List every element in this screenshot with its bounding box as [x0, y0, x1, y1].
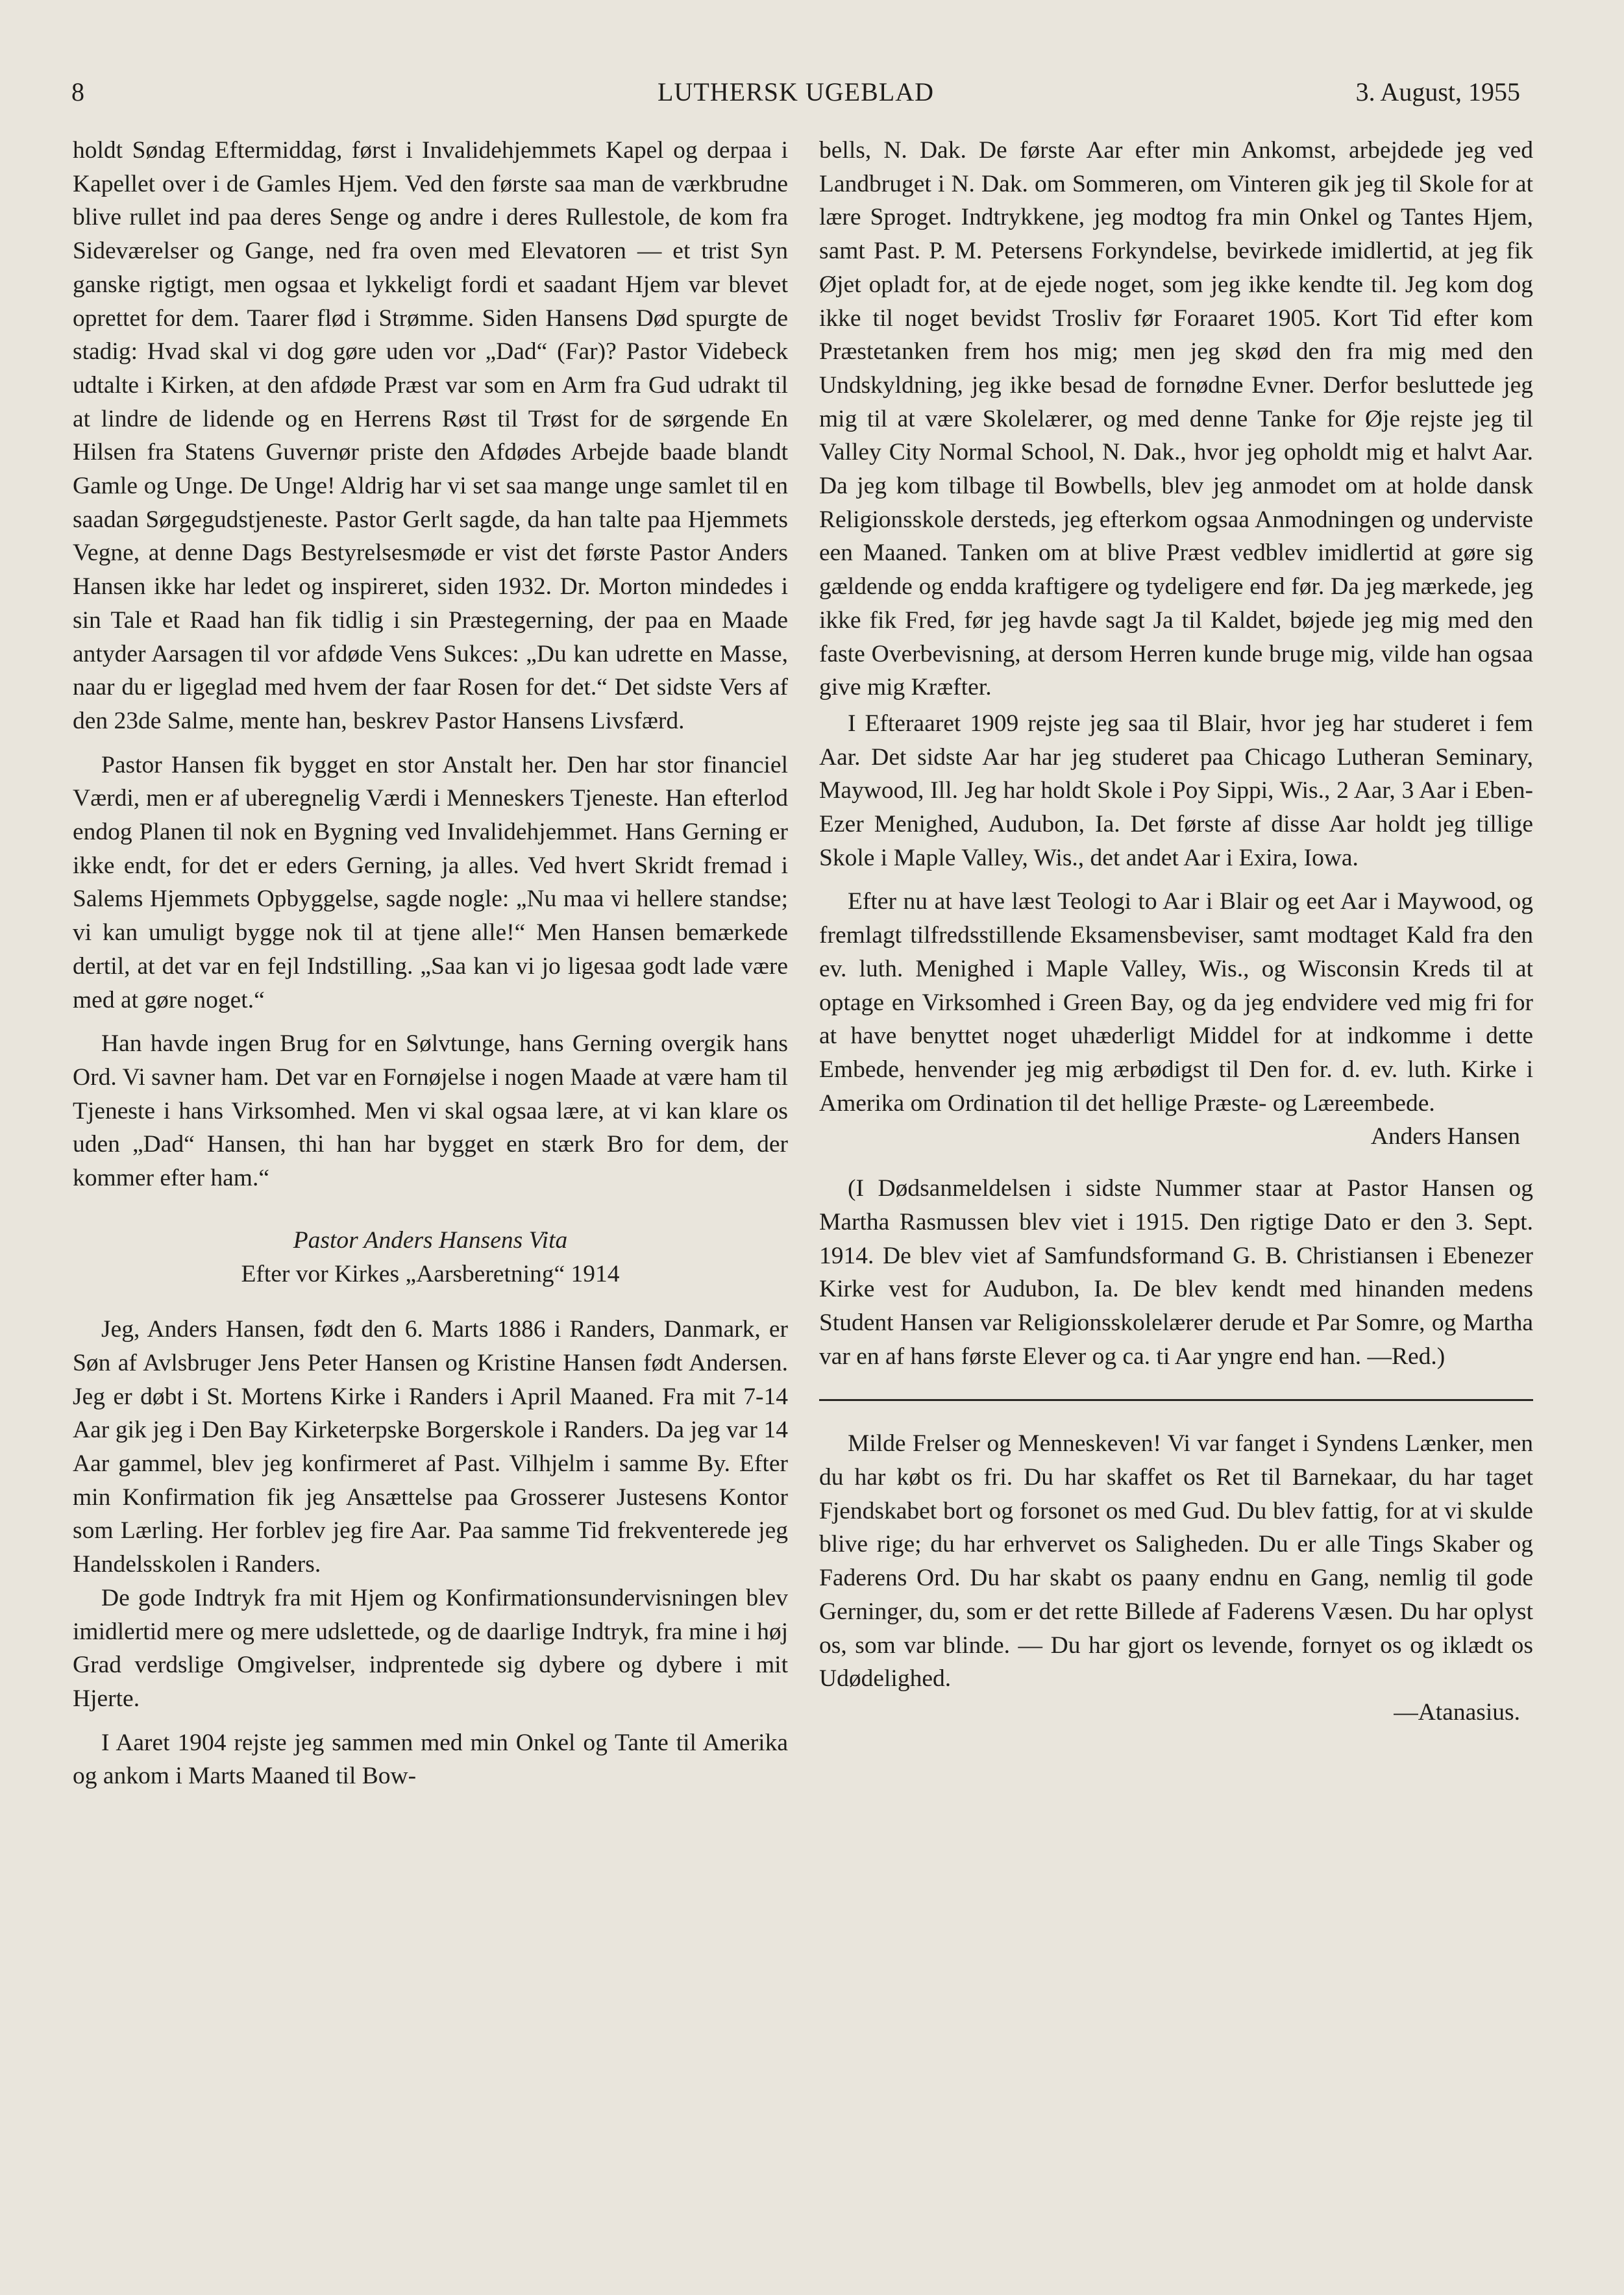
vita-paragraph: I Aaret 1904 rejste jeg sammen med min Onkel og Tante til Amerika og ankom i Marts Maaned til Bow-: [73, 1729, 788, 1790]
section-divider: [819, 1399, 1533, 1401]
right-column: [819, 134, 1533, 1730]
quote-author: —Atanasius.: [1394, 1698, 1520, 1726]
editor-note: (I Dødsanmeldelsen i sidste Nummer staar at Pastor Hansen og Martha Rasmussen blev viet i 1915. Den rigtige Dato er den 3. Sept. 1914. De blev viet af Samfundsformand G. B. Christiansen i Ebenezer Kirke vest for Audubon, Ia. De blev kendt med hinanden medens Student Hansen var Religionsskolelærer derude et Par Somre, og Martha var en af hans første Elever og ca. ti Aar yngre end han. —Red.): [819, 1175, 1533, 1370]
vita-paragraph: De gode Indtryk fra mit Hjem og Konfirmationsundervisningen blev imidlertid mere og mere udslettede, og de daarlige Indtryk, fra mine i høj Grad verdslige Omgivelser, indprentede sig dybere og dybere i mit Hjerte.: [73, 1584, 788, 1712]
page-header: [71, 70, 1520, 109]
vita-subtitle: Efter vor Kirkes „Aarsberetning“ 1914: [241, 1260, 620, 1287]
article-paragraph: Pastor Hansen fik bygget en stor Anstalt her. Den har stor financiel Værdi, men er af uberegnelig Værdi i Menneskers Tjeneste. Han efterlod endog Planen til nok en Bygning ved Invalidehjemmet. Hans Gerning er ikke endt, for det er eders Gerning, ja alles. Ved hvert Skridt fremad i Salems Hjemmets Opbyggelse, sagde nogle: „Nu maa vi hellere standse; vi kan umuligt bygge nok til at tjene alle!“ Men Hansen bemærkede dertil, at det var en fejl Indstilling. „Saa kan vi jo ligesaa godt lade være med at gøre noget.“: [73, 751, 788, 1013]
vita-paragraph: Jeg, Anders Hansen, født den 6. Marts 1886 i Randers, Danmark, er Søn af Avlsbruger Jens Peter Hansen og Kristine Hansen født Andersen. Jeg er døbt i St. Mortens Kirke i Randers i April Maaned. Fra mit 7-14 Aar gik jeg i Den Bay Kirketerpske Borgerskole i Randers. Da jeg var 14 Aar gammel, blev jeg konfirmeret af Past. Vilhjelm i samme By. Efter min Konfirmation fik jeg Ansættelse paa Grosserer Justesens Kontor som Lærling. Her forblev jeg fire Aar. Paa samme Tid frekventerede jeg Handelsskolen i Randers.: [73, 1316, 788, 1578]
publication-title: LUTHERSK UGEBLAD: [658, 77, 934, 106]
page-number: 8: [71, 77, 84, 106]
issue-date: 3. August, 1955: [1355, 77, 1520, 106]
vita-paragraph: I Efteraaret 1909 rejste jeg saa til Blair, hvor jeg har studeret i fem Aar. Det sidste Aar har jeg studeret paa Chicago Lutheran Seminary, Maywood, Ill. Jeg har holdt Skole i Poy Sippi, Wis., 2 Aar, 3 Aar i Eben-Ezer Menighed, Audubon, Ia. Det første af disse Aar holdt jeg tillige Skole i Maple Valley, Wis., det andet Aar i Exira, Iowa.: [819, 710, 1533, 871]
article-paragraph: Han havde ingen Brug for en Sølvtunge, hans Gerning overgik hans Ord. Vi savner ham. Det var en Fornøjelse i nogen Maade at være ham til Tjeneste i hans Virksomhed. Men vi skal ogsaa lære, at vi kan klare os uden „Dad“ Hansen, thi han har bygget en stærk Bro for dem, der kommer efter ham.“: [73, 1030, 788, 1192]
vita-paragraph: bells, N. Dak. De første Aar efter min Ankomst, arbejdede jeg ved Landbruget i N. Dak. om Sommeren, om Vinteren gik jeg til Skole for at lære Sproget. Indtrykkene, jeg modtog fra min Onkel og Tantes Hjem, samt Past. P. M. Petersens Forkyndelse, bevirkede imidlertid, at jeg fik Øjet opladt for, at de ejede noget, som jeg ikke kendte til. Jeg kom dog ikke til noget bevidst Trosliv før Foraaret 1905. Kort Tid efter kom Præstetanken frem hos mig; men jeg skød den fra mig med den Undskyldning, jeg ikke besad de fornødne Evner. Derfor besluttede jeg mig til at være Skolelærer, og med denne Tanke for Øje rejste jeg til Valley City Normal School, N. Dak., hvor jeg opholdt mig et halvt Aar. Da jeg kom tilbage til Bowbells, blev jeg anmodet om at holde dansk Religionsskole dersteds, jeg efterkom ogsaa Anmodningen og underviste een Maaned. Tanken om at blive Præst vedblev imidlertid at gøre sig gældende og endda kraftigere og tydeligere end før. Da jeg mærkede, jeg ikke fik Fred, før jeg havde sagt Ja til Kaldet, bøjede jeg mig med den faste Overbevisning, at dersom Herren kunde bruge mig, vilde han ogsaa give mig Kræfter.: [819, 137, 1533, 701]
article-paragraph: holdt Søndag Eftermiddag, først i Invalidehjemmets Kapel og derpaa i Kapellet over i de Gamles Hjem. Ved den første saa man de værkbrudne blive rullet ind paa deres Senge og andre i deres Rullestole, de kom fra Sideværelser og Gange, ned fra oven med Elevatoren — et trist Syn ganske rigtigt, men ogsaa et lykkeligt fordi et saadant Hjem var blevet oprettet for dem. Taarer flød i Strømme. Siden Hansens Død spurgte de stadig: Hvad skal vi dog gøre uden vor „Dad“ (Far)? Pastor Videbeck udtalte i Kirken, at den afdøde Præst var som en Arm fra Gud udrakt til at lindre de lidende og en Herrens Røst til Trøst for de sørgende En Hilsen fra Statens Guvernør priste den Afdødes Arbejde baade blandt Gamle og Unge. De Unge! Aldrig har vi set saa mange unge samlet til en saadan Sørgegudstjeneste. Pastor Gerlt sagde, da han talte paa Hjemmets Vegne, at denne Dags Bestyrelsesmøde er vist det første Pastor Anders Hansen ikke har ledet og inspireret, siden 1932. Dr. Morton mindedes i sin Tale et Raad han fik tidlig i sin Præstegerning, der paa en Maade antyder Aarsagen til vor afdøde Vens Sukces: „Du kan udrette en Masse, naar du er ligeglad med hvem der faar Rosen for det.“ Det sidste Vers af den 23de Salme, mente han, beskrev Pastor Hansens Livsfærd.: [73, 137, 788, 734]
vita-paragraph: Efter nu at have læst Teologi to Aar i Blair og eet Aar i Maywood, og fremlagt tilfredsstillende Eksamensbeviser, samt modtaget Kald fra den ev. luth. Menighed i Maple Valley, Wis., og Wisconsin Kreds til at optage en Virksomhed i Green Bay, og da jeg endvidere ved mig fri for at have benyttet noget uhæderligt Middel for at indkomme i dette Embede, henvender jeg mig ærbødigst til Den for. d. ev. luth. Kirke i Amerika om Ordination til det hellige Præste- og Læreembede.: [819, 888, 1533, 1117]
vita-signature: Anders Hansen: [1370, 1123, 1520, 1150]
vita-title: Pastor Anders Hansens Vita: [293, 1226, 568, 1254]
quote-text: Milde Frelser og Menneskeven! Vi var fanget i Syndens Lænker, men du har købt os fri. Du har skaffet os Ret til Barnekaar, du har taget Fjendskabet bort og forsonet os med Gud. Du blev fattig, for at vi skulde blive rige; du har erhvervet os Saligheden. Du er alle Tings Skaber og Faderens Ord. Du har skabt os paany endnu en Gang, nemlig til gode Gerninger, du, som er det rette Billede af Faderens Væsen. Du har oplyst os, som var blinde. — Du har gjort os levende, fornyet os og iklædt os Udødelighed.: [819, 1430, 1533, 1693]
left-column: [73, 134, 788, 1793]
